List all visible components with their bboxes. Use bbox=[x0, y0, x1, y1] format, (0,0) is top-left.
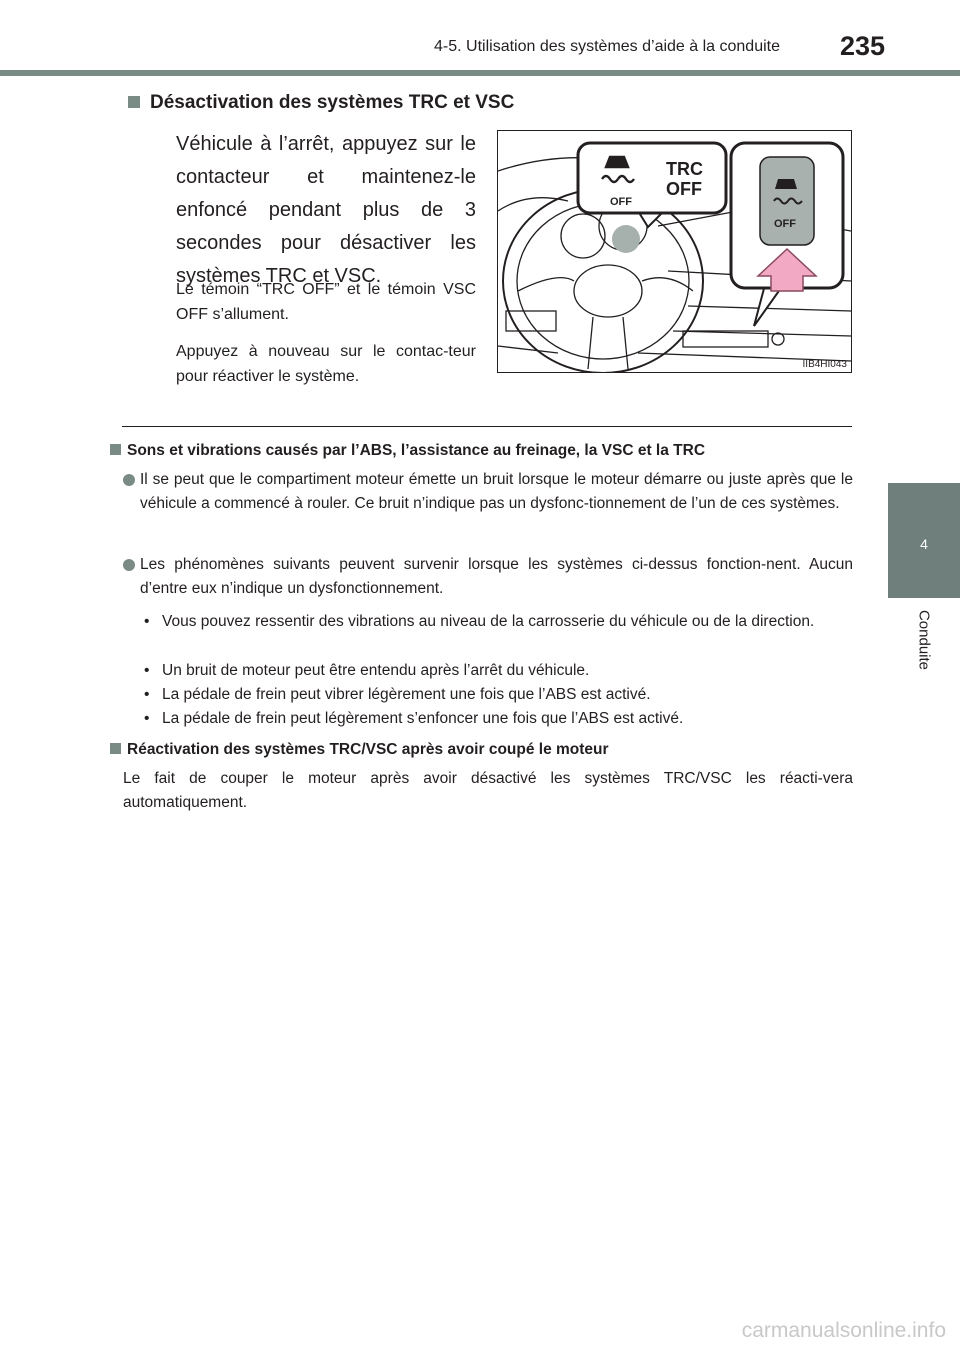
square-bullet-icon bbox=[110, 743, 121, 754]
heading-sounds-vibrations bbox=[110, 442, 705, 460]
figure-code: IIB4HI043 bbox=[802, 359, 847, 370]
section-title bbox=[128, 92, 514, 114]
heading-sounds-text: Sons et vibrations causés par l’ABS, l’assistance au freinage, la VSC et la TRC bbox=[127, 442, 706, 459]
bullet-phenomena bbox=[123, 553, 853, 601]
sub-item-text: La pédale de frein peut vibrer légèrement une fois que l’ABS est activé. bbox=[162, 686, 651, 703]
sub-item: • Vous pouvez ressentir des vibrations au niveau de la carrosserie du véhicule ou de la direction. bbox=[144, 610, 850, 634]
chapter-label-wrap bbox=[888, 598, 960, 678]
note-indicator: Le témoin “TRC OFF” et le témoin VSC OFF s’allument. bbox=[176, 281, 476, 323]
page-number: 235 bbox=[839, 31, 885, 61]
heading-reactivation bbox=[110, 741, 609, 759]
instruction-text: Véhicule à l’arrêt, appuyez sur le contacteur et maintenez-le enfoncé pendant plus de 3 secondes pour désactiver les systèmes TRC et VSC. bbox=[176, 133, 476, 287]
bullet-engine-noise-text: Il se peut que le compartiment moteur émette un bruit lorsque le moteur démarre ou juste après que le véhicule a commencé à rouler. Ce bruit n’indique pas un dysfonc-tionnement de l’un de ces systèmes. bbox=[140, 471, 853, 512]
sub-item: • Un bruit de moteur peut être entendu après l’arrêt du véhicule. bbox=[144, 659, 850, 683]
watermark: carmanualsonline.info bbox=[741, 1319, 946, 1342]
square-bullet-icon bbox=[110, 444, 121, 455]
sub-item: • La pédale de frein peut légèrement s’enfoncer une fois que l’ABS est activé. bbox=[144, 707, 850, 731]
switch-off-label: OFF bbox=[774, 218, 796, 230]
dashboard-drawing bbox=[498, 131, 851, 372]
dashboard-illustration bbox=[497, 130, 852, 373]
sub-item-text: La pédale de frein peut légèrement s’enfoncer une fois que l’ABS est activé. bbox=[162, 710, 684, 727]
chapter-label: Conduite bbox=[915, 609, 933, 671]
sub-item-text: Un bruit de moteur peut être entendu après l’arrêt du véhicule. bbox=[162, 662, 590, 679]
header-rule bbox=[0, 70, 960, 76]
chapter-number: 4 bbox=[920, 536, 928, 552]
sub-item: • La pédale de frein peut vibrer légèrement une fois que l’ABS est activé. bbox=[144, 683, 850, 707]
section-divider bbox=[122, 426, 852, 427]
round-bullet-icon bbox=[123, 474, 135, 486]
sub-item-text: Vous pouvez ressentir des vibrations au niveau de la carrosserie du véhicule ou de la direction. bbox=[162, 613, 815, 630]
icon-off-label: OFF bbox=[610, 196, 632, 208]
running-header: 4-5. Utilisation des systèmes d’aide à la conduite bbox=[434, 38, 780, 55]
section-title-text: Désactivation des systèmes TRC et VSC bbox=[150, 92, 515, 113]
heading-reactivation-text: Réactivation des systèmes TRC/VSC après avoir coupé le moteur bbox=[127, 741, 609, 758]
bullet-phenomena-text: Les phénomènes suivants peuvent survenir lorsque les systèmes ci-dessus fonction-nent. Aucun d’entre eux n’indique un dysfonctionnement. bbox=[140, 556, 853, 597]
trc-off-label: OFF bbox=[666, 179, 702, 199]
bullet-engine-noise bbox=[123, 468, 853, 516]
note-reactivate: Appuyez à nouveau sur le contac-teur pour réactiver le système. bbox=[176, 343, 476, 385]
round-bullet-icon bbox=[123, 559, 135, 571]
reactivation-text: Le fait de couper le moteur après avoir désactivé les systèmes TRC/VSC les réacti-vera automatiquement. bbox=[123, 770, 853, 811]
square-bullet-icon bbox=[128, 96, 140, 108]
trc-label: TRC bbox=[666, 159, 703, 179]
